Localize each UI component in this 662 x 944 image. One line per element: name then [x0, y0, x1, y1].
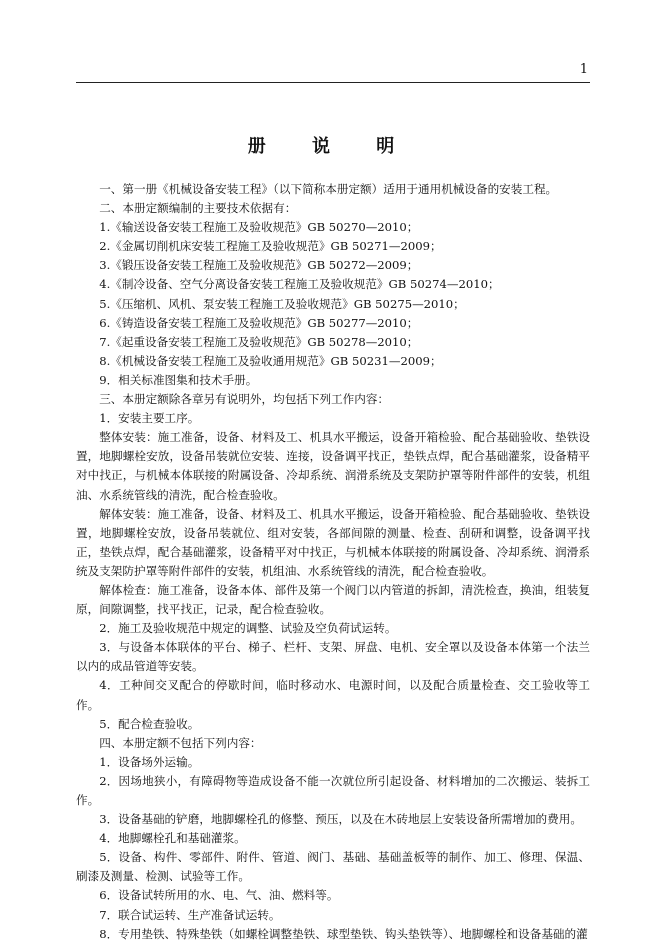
paragraph: 4．地脚螺栓孔和基础灌浆。 — [99, 831, 246, 846]
paragraph: 7．联合试运转、生产准备试运转。 — [99, 907, 281, 922]
paragraph: 5.《压缩机、风机、泵安装工程施工及验收规范》GB 50275—2010； — [99, 296, 465, 311]
paragraph: 6．设备试转所用的水、电、气、油、燃料等。 — [99, 888, 339, 903]
paragraph: 2.《金属切削机床安装工程施工及验收规范》GB 50271—2009； — [99, 239, 442, 254]
paragraph: 7.《起重设备安装工程施工及验收规范》GB 50278—2010； — [99, 334, 419, 349]
paragraph: 二、本册定额编制的主要技术依据有： — [99, 201, 297, 216]
paragraph: 3．设备基础的铲磨，地脚螺栓孔的修整、预压，以及在木砖地层上安装设备所需增加的费用。 — [99, 812, 582, 827]
paragraph: 8.《机械设备安装工程施工及验收通用规范》GB 50231—2009； — [99, 353, 442, 368]
paragraph: 一、第一册《机械设备安装工程》（以下简称本册定额）适用于通用机械设备的安装工程。 — [99, 182, 558, 196]
paragraph: 整体安装：施工准备，设备、材料及工、机具水平搬运，设备开箱检验、配合基础验收、垫铁设置，地脚螺栓安放，设备吊装就位安装、连接，设备调平找正，垫铁点焊，配合基础灌浆，设备精平对中找正，与机械本体联接的附属设备、冷却系统、润滑系统及支架防护罩等附件部件的安装，机组油、水系统管线的清洗，配合检查验收。 — [76, 430, 590, 502]
paragraph: 解体安装：施工准备，设备、材料及工、机具水平搬运，设备开箱检验、配合基础验收、垫铁设置，地脚螺栓安放，设备吊装就位、组对安装，各部间隙的测量、检查、刮研和调整，设备调平找正，垫铁点焊，配合基础灌浆，设备精平对中找正，与机械本体联接的附属设备、冷却系统、润滑系统及支架防护罩等附件部件的安装，机组油、水系统管线的清洗，配合检查验收。 — [76, 506, 590, 578]
paragraph: 6.《铸造设备安装工程施工及验收规范》GB 50277—2010； — [99, 315, 419, 330]
paragraph: 三、本册定额除各章另有说明外，均包括下列工作内容： — [99, 392, 390, 407]
paragraph: 3．与设备本体联体的平台、梯子、栏杆、支架、屏盘、电机、安全罩以及设备本体第一个法兰以内的成品管道等安装。 — [76, 640, 590, 674]
paragraph: 8．专用垫铁、特殊垫铁（如螺栓调整垫铁、球型垫铁、钩头垫铁等）、地脚螺栓和设备基础的灌 — [99, 926, 588, 941]
header-rule — [76, 82, 590, 83]
paragraph: 四、本册定额不包括下列内容： — [99, 735, 262, 750]
body-text — [76, 180, 590, 944]
page-title: 册 说 明 — [247, 136, 415, 157]
paragraph: 5．配合检查验收。 — [99, 716, 200, 731]
paragraph: 1．安装主要工序。 — [99, 411, 200, 426]
paragraph: 1．设备场外运输。 — [99, 754, 200, 769]
paragraph: 4．工种间交叉配合的停歇时间，临时移动水、电源时间，以及配合质量检查、交工验收等工作。 — [76, 678, 590, 712]
paragraph: 2．因场地狭小，有障碍物等造成设备不能一次就位所引起设备、材料增加的二次搬运、装拆工作。 — [76, 773, 590, 807]
paragraph: 5．设备、构件、零部件、附件、管道、阀门、基础、基础盖板等的制作、加工、修理、保温、刷漆及测量、检测、试验等工作。 — [76, 850, 590, 884]
paragraph: 解体检查：施工准备，设备本体、部件及第一个阀门以内管道的拆卸，清洗检查，换油，组装复原，间隙调整，找平找正，记录，配合检查验收。 — [76, 582, 590, 617]
paragraph: 2．施工及验收规范中规定的调整、试验及空负荷试运转。 — [99, 621, 397, 636]
page-number: 1 — [579, 62, 588, 77]
paragraph: 3.《锻压设备安装工程施工及验收规范》GB 50272—2009； — [99, 258, 419, 273]
paragraph: 4.《制冷设备、空气分离设备安装工程施工及验收规范》GB 50274—2010； — [99, 277, 500, 292]
paragraph: 1.《输送设备安装工程施工及验收规范》GB 50270—2010； — [99, 220, 419, 235]
paragraph: 9．相关标准图集和技术手册。 — [99, 372, 258, 387]
